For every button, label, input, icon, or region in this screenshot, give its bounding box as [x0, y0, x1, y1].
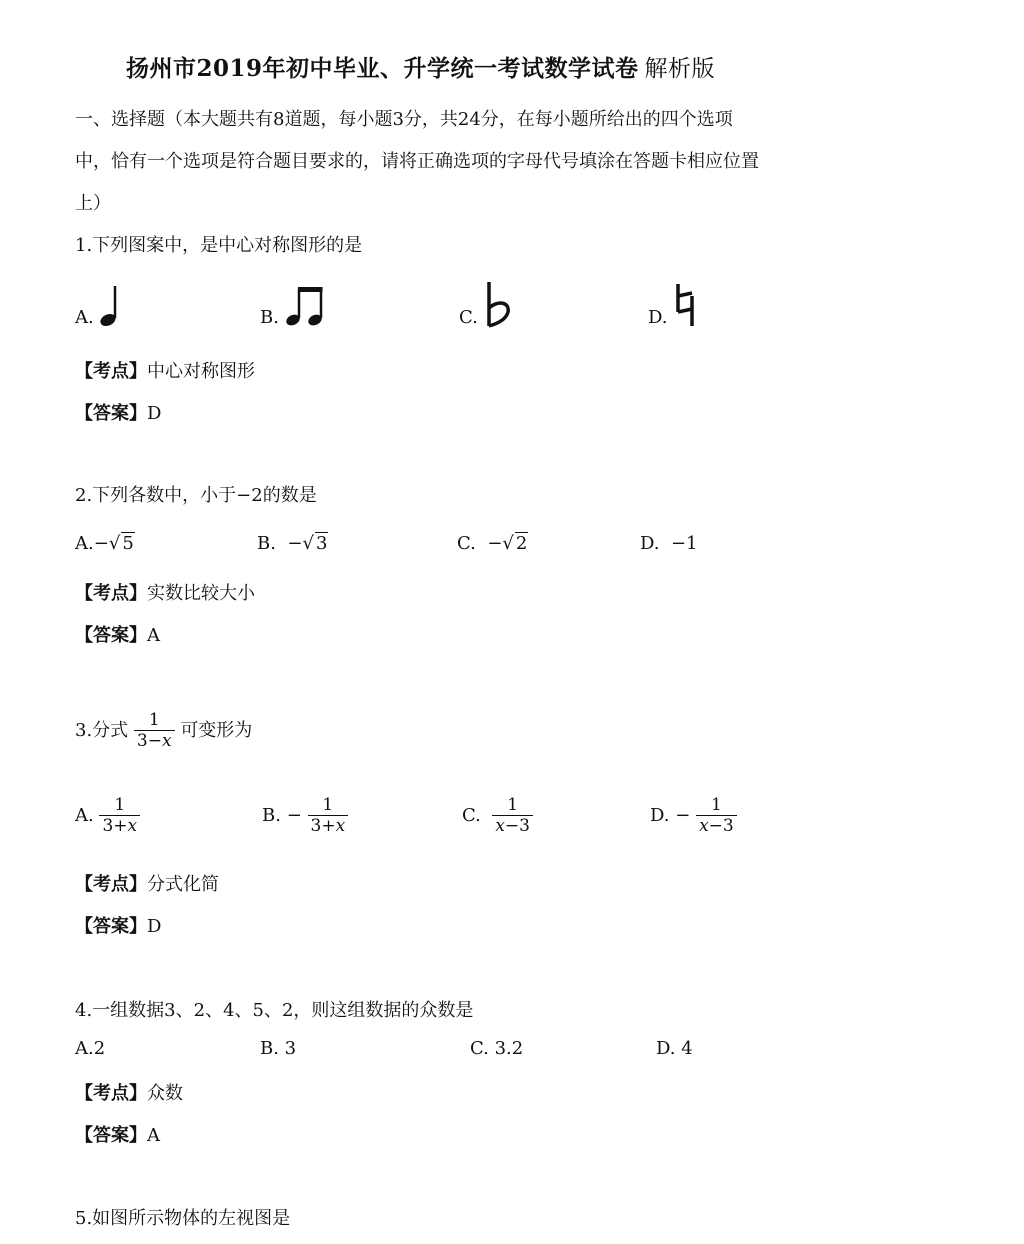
q4-answer-label: 【答案】	[75, 1125, 147, 1146]
section-intro-line-2: 中，恰有一个选项是符合题目要求的，请将正确选项的字母代号填涂在答题卡相应位置	[75, 151, 759, 172]
q3-answer-label: 【答案】	[75, 916, 147, 937]
q2-option-a-sign: −	[93, 533, 109, 554]
q3-option-a	[75, 795, 140, 837]
q2-kaodian-label: 【考点】	[75, 583, 147, 604]
q2-answer	[75, 621, 160, 647]
q3-option-b-den	[308, 815, 349, 836]
q1-kaodian-label: 【考点】	[75, 361, 147, 382]
q3-stem-num: 1	[148, 710, 160, 730]
q4-option-b: B. 3	[260, 1038, 297, 1059]
q1-answer-label: 【答案】	[75, 403, 147, 424]
q3-option-c-den-post: −3	[504, 816, 530, 837]
q3-option-d-num: 1	[710, 795, 722, 815]
quarter-note-icon	[99, 284, 125, 328]
q3-answer-text: D	[147, 916, 162, 937]
q3-option-b-num: 1	[322, 795, 334, 815]
q1-answer	[75, 399, 161, 425]
q3-kaodian	[75, 870, 219, 896]
q1-option-a-label: A.	[75, 307, 94, 328]
q2-option-d-label: D.	[640, 533, 660, 554]
q4-answer	[75, 1121, 160, 1147]
q2-answer-label: 【答案】	[75, 625, 147, 646]
q5-stem: 5.如图所示物体的左视图是	[75, 1208, 291, 1229]
q2-option-b	[257, 533, 328, 554]
q1-option-a	[75, 284, 125, 328]
q3-stem-fraction	[134, 710, 175, 752]
sqrt-icon: √	[502, 533, 514, 554]
q2-option-a-label: A.	[75, 533, 94, 554]
q2-option-c-radicand: 2	[515, 533, 528, 554]
q3-stem-prefix: 3.分式	[75, 719, 129, 741]
q3-option-c-num: 1	[507, 795, 519, 815]
q1-option-c-label: C.	[459, 307, 478, 328]
q2-option-b-sign: −	[287, 533, 303, 554]
flat-sign-icon	[484, 280, 514, 328]
q2-kaodian-text: 实数比较大小	[147, 583, 255, 604]
q1-option-d	[648, 282, 699, 328]
q3-option-d-fraction	[696, 795, 737, 837]
q4-stem: 4.一组数据3、2、4、5、2，则这组数据的众数是	[75, 1000, 474, 1021]
q2-stem: 2.下列各数中，小于−2的数是	[75, 485, 317, 506]
q3-option-d-den-post: −3	[708, 816, 734, 837]
q3-option-c-den	[492, 815, 533, 836]
q4-kaodian-label: 【考点】	[75, 1083, 147, 1104]
q2-kaodian	[75, 579, 255, 605]
q3-option-c-den-x: x	[495, 816, 505, 837]
q3-option-d-den-x: x	[699, 816, 709, 837]
q2-option-b-radicand: 3	[315, 533, 328, 554]
q3-option-d-sign: −	[675, 804, 691, 826]
q3-option-a-fraction	[99, 795, 140, 837]
q2-option-c	[457, 533, 528, 554]
q4-option-a: A.2	[75, 1038, 106, 1059]
q3-option-d-den	[696, 815, 737, 836]
q2-option-a	[75, 533, 135, 554]
q1-kaodian-text: 中心对称图形	[147, 361, 255, 382]
title-text: 扬州市2019年初中毕业、升学统一考试数学试卷	[126, 55, 639, 82]
q3-option-b-den-x: x	[335, 816, 346, 837]
q1-option-b-label: B.	[260, 307, 279, 328]
q2-option-c-sign: −	[487, 533, 503, 554]
q3-option-b-sign: −	[286, 804, 302, 826]
q2-option-d	[640, 533, 698, 554]
q3-stem	[75, 710, 252, 752]
q3-option-b-label: B.	[262, 804, 281, 826]
q3-option-a-den-pre: 3+	[102, 816, 128, 837]
page-title	[126, 50, 906, 83]
q3-option-c	[462, 795, 533, 837]
q3-option-b-fraction	[308, 795, 349, 837]
title-suffix: 解析版	[644, 56, 716, 82]
q2-option-d-value: −1	[670, 533, 698, 554]
sqrt-icon: √	[108, 533, 121, 554]
beamed-notes-icon	[285, 284, 327, 328]
q1-option-d-label: D.	[648, 307, 668, 328]
q4-answer-text: A	[147, 1125, 160, 1146]
q1-option-c	[459, 280, 514, 328]
q3-option-a-den	[99, 815, 140, 836]
q3-option-d-label: D.	[650, 804, 670, 826]
q3-stem-den	[134, 730, 175, 751]
q4-option-d: D. 4	[656, 1038, 693, 1059]
q3-stem-suffix: 可变形为	[180, 719, 253, 741]
q2-option-a-radicand: 5	[122, 533, 134, 554]
q1-answer-text: D	[147, 403, 162, 424]
q2-answer-text: A	[147, 625, 160, 646]
section-intro-line-3: 上）	[75, 193, 111, 214]
q4-option-c: C. 3.2	[470, 1038, 524, 1059]
q3-stem-den-a: 3−	[136, 731, 162, 752]
q3-option-a-label: A.	[75, 804, 94, 826]
q1-option-b	[260, 284, 327, 328]
q4-kaodian	[75, 1079, 183, 1105]
q3-kaodian-label: 【考点】	[75, 874, 147, 895]
q3-kaodian-text: 分式化简	[147, 874, 219, 895]
q3-option-c-fraction	[492, 795, 533, 837]
q2-option-b-label: B.	[257, 533, 276, 554]
q3-option-c-label: C.	[462, 804, 481, 826]
q3-option-d	[650, 795, 737, 837]
q3-option-b	[262, 795, 348, 837]
q3-option-b-den-pre: 3+	[310, 816, 336, 837]
q4-kaodian-text: 众数	[147, 1083, 183, 1104]
natural-sign-icon	[673, 282, 699, 328]
sqrt-icon: √	[302, 533, 314, 554]
q1-stem: 1.下列图案中，是中心对称图形的是	[75, 235, 363, 256]
q3-answer	[75, 912, 161, 938]
q3-stem-den-x: x	[161, 731, 172, 752]
q3-option-a-den-x: x	[127, 816, 138, 837]
section-intro-line-1: 一、选择题（本大题共有8道题，每小题3分，共24分，在每小题所给出的四个选项	[75, 109, 733, 130]
q3-option-a-num: 1	[114, 795, 126, 815]
q1-kaodian	[75, 357, 255, 383]
q2-option-c-label: C.	[457, 533, 476, 554]
